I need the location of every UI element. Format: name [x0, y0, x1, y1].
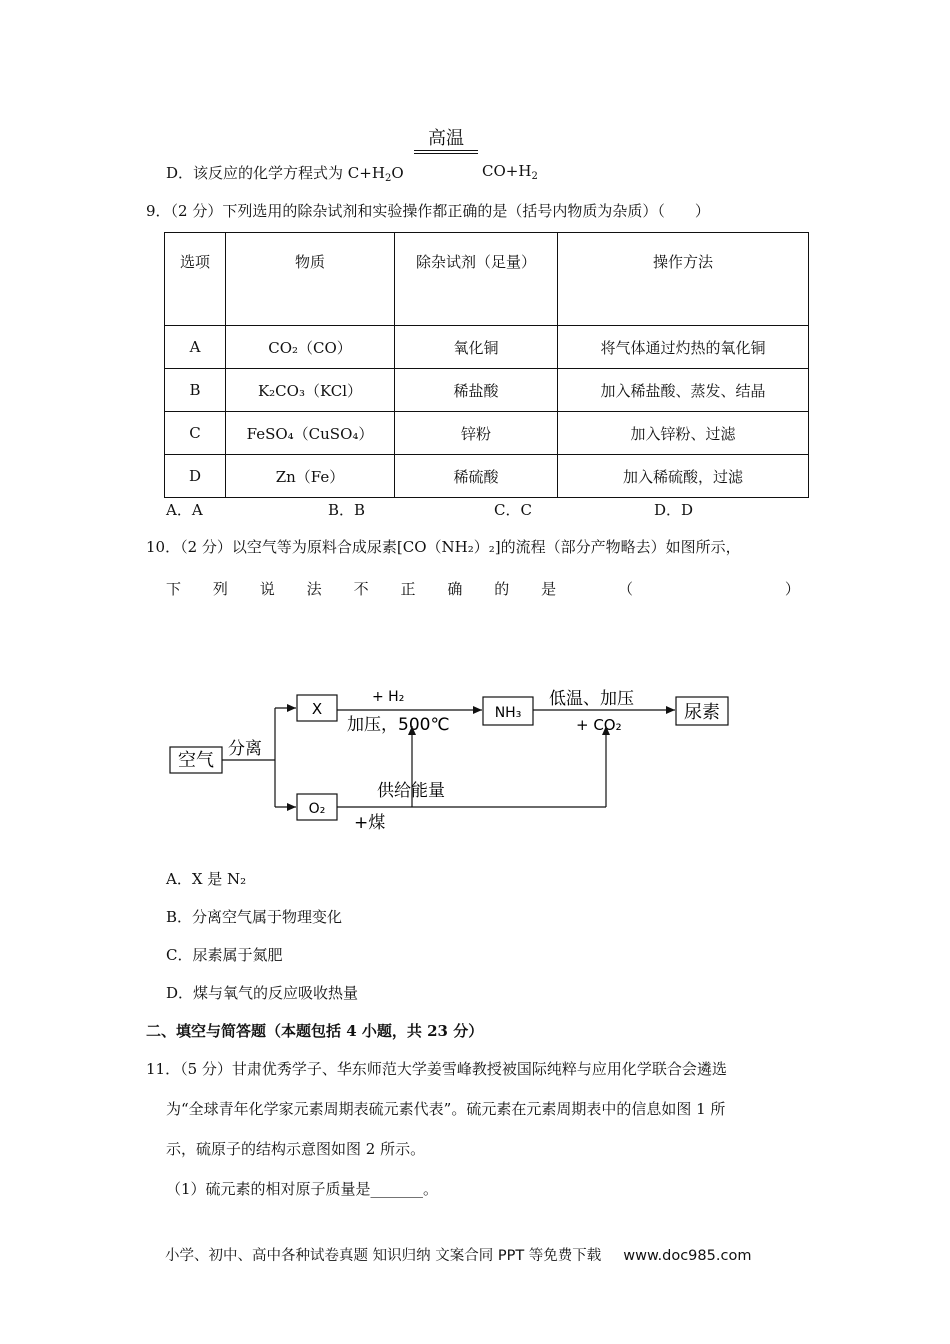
q9-choice-b: B．B — [328, 501, 366, 519]
header-option: 选项 — [165, 233, 226, 326]
row-option: B — [165, 369, 226, 412]
table-row — [165, 326, 809, 369]
q8-option-d — [166, 162, 404, 184]
q8-option-d-prefix: D．该反应的化学方程式为 C+H — [166, 164, 385, 182]
row-method: 加入锌粉、过滤 — [558, 412, 809, 455]
stem-char: ） — [784, 580, 800, 598]
header-reagent: 除杂试剂（足量） — [395, 233, 558, 326]
energy-label: 供给能量 — [377, 781, 445, 801]
stem-char: 是 — [541, 580, 557, 598]
row-substance: FeSO₄（CuSO₄） — [226, 412, 395, 455]
section-title: 二、填空与简答题（本题包括 4 小题，共 23 分） — [146, 1022, 484, 1040]
q9-stem: 9．（2 分）下列选用的除杂试剂和实验操作都正确的是（括号内物质为杂质）（ ） — [146, 202, 710, 220]
q10-option-d: D．煤与氧气的反应吸收热量 — [166, 984, 359, 1002]
stem-char: 正 — [400, 580, 416, 598]
q8-sub1: 2 — [384, 173, 392, 184]
q9-choice-d: D．D — [654, 501, 694, 519]
row-substance: Zn（Fe） — [226, 455, 395, 498]
urea-flow-diagram — [164, 680, 764, 840]
stem-char: 不 — [353, 580, 369, 598]
table-row — [165, 455, 809, 498]
separate-label: 分离 — [228, 739, 262, 759]
q8-product: CO+H — [482, 162, 532, 180]
row-substance: K₂CO₃（KCl） — [226, 369, 395, 412]
footer-url[interactable]: www.doc985.com — [623, 1248, 752, 1264]
q9-choice-a: A．A — [166, 501, 203, 519]
q8-product-sub: 2 — [531, 171, 538, 182]
page-footer — [165, 1244, 751, 1265]
row-option: D — [165, 455, 226, 498]
reaction-condition: 高温 — [428, 128, 464, 149]
x-label: X — [311, 700, 323, 718]
row-method: 加入稀硫酸，过滤 — [558, 455, 809, 498]
urea-label: 尿素 — [684, 702, 720, 723]
row-reagent: 锌粉 — [395, 412, 558, 455]
stem-char: 确 — [447, 580, 463, 598]
row-substance: CO₂（CO） — [226, 326, 395, 369]
q11-line2: 为“全球青年化学家元素周期表硫元素代表”。硫元素在元素周期表中的信息如图 1 所 — [166, 1100, 726, 1118]
q10-stem-line2 — [166, 578, 800, 599]
q11-line1: 11．（5 分）甘肃优秀学子、华东师范大学姜雪峰教授被国际纯粹与应用化学联合会遴选 — [146, 1060, 727, 1078]
q9-table — [164, 232, 809, 498]
stem-char: 列 — [212, 580, 228, 598]
header-substance: 物质 — [226, 233, 395, 326]
stem-char: 下 — [166, 580, 182, 598]
row-option: C — [165, 412, 226, 455]
q11-sub1: （1）硫元素的相对原子质量是_______。 — [166, 1180, 439, 1198]
stem-char: （ — [618, 580, 634, 598]
q8-option-d-product — [482, 162, 538, 182]
condition2-label: 低温、加压 — [549, 689, 634, 709]
co2-label: + CO₂ — [576, 716, 622, 734]
o2-label: O₂ — [308, 801, 326, 817]
stem-char: 的 — [494, 580, 510, 598]
row-reagent: 稀盐酸 — [395, 369, 558, 412]
reaction-arrow-line — [414, 150, 478, 154]
condition1-label: 加压，500℃ — [347, 715, 450, 735]
q10-option-c: C．尿素属于氮肥 — [166, 946, 283, 964]
air-label: 空气 — [178, 750, 214, 771]
table-row — [165, 369, 809, 412]
row-reagent: 氧化铜 — [395, 326, 558, 369]
q10-option-a: A．X 是 N₂ — [166, 870, 247, 888]
row-option: A — [165, 326, 226, 369]
stem-char: 说 — [259, 580, 275, 598]
q10-option-b: B．分离空气属于物理变化 — [166, 908, 343, 926]
q11-line3: 示，硫原子的结构示意图如图 2 所示。 — [166, 1140, 426, 1158]
nh3-label: NH₃ — [494, 705, 522, 721]
row-method: 加入稀盐酸、蒸发、结晶 — [558, 369, 809, 412]
q8-reactant-end: O — [391, 164, 404, 182]
table-header-row — [165, 233, 809, 326]
coal-label: +煤 — [354, 813, 386, 833]
q9-choice-c: C．C — [494, 501, 532, 519]
h2-label: + H₂ — [372, 689, 405, 705]
row-reagent: 稀硫酸 — [395, 455, 558, 498]
row-method: 将气体通过灼热的氧化铜 — [558, 326, 809, 369]
header-method: 操作方法 — [558, 233, 809, 326]
table-row — [165, 412, 809, 455]
q10-stem: 10．（2 分）以空气等为原料合成尿素[CO（NH₂）₂]的流程（部分产物略去）如图所示， — [146, 538, 741, 556]
stem-char: 法 — [306, 580, 322, 598]
footer-text: 小学、初中、高中各种试卷真题 知识归纳 文案合同 PPT 等免费下载 — [165, 1248, 602, 1264]
